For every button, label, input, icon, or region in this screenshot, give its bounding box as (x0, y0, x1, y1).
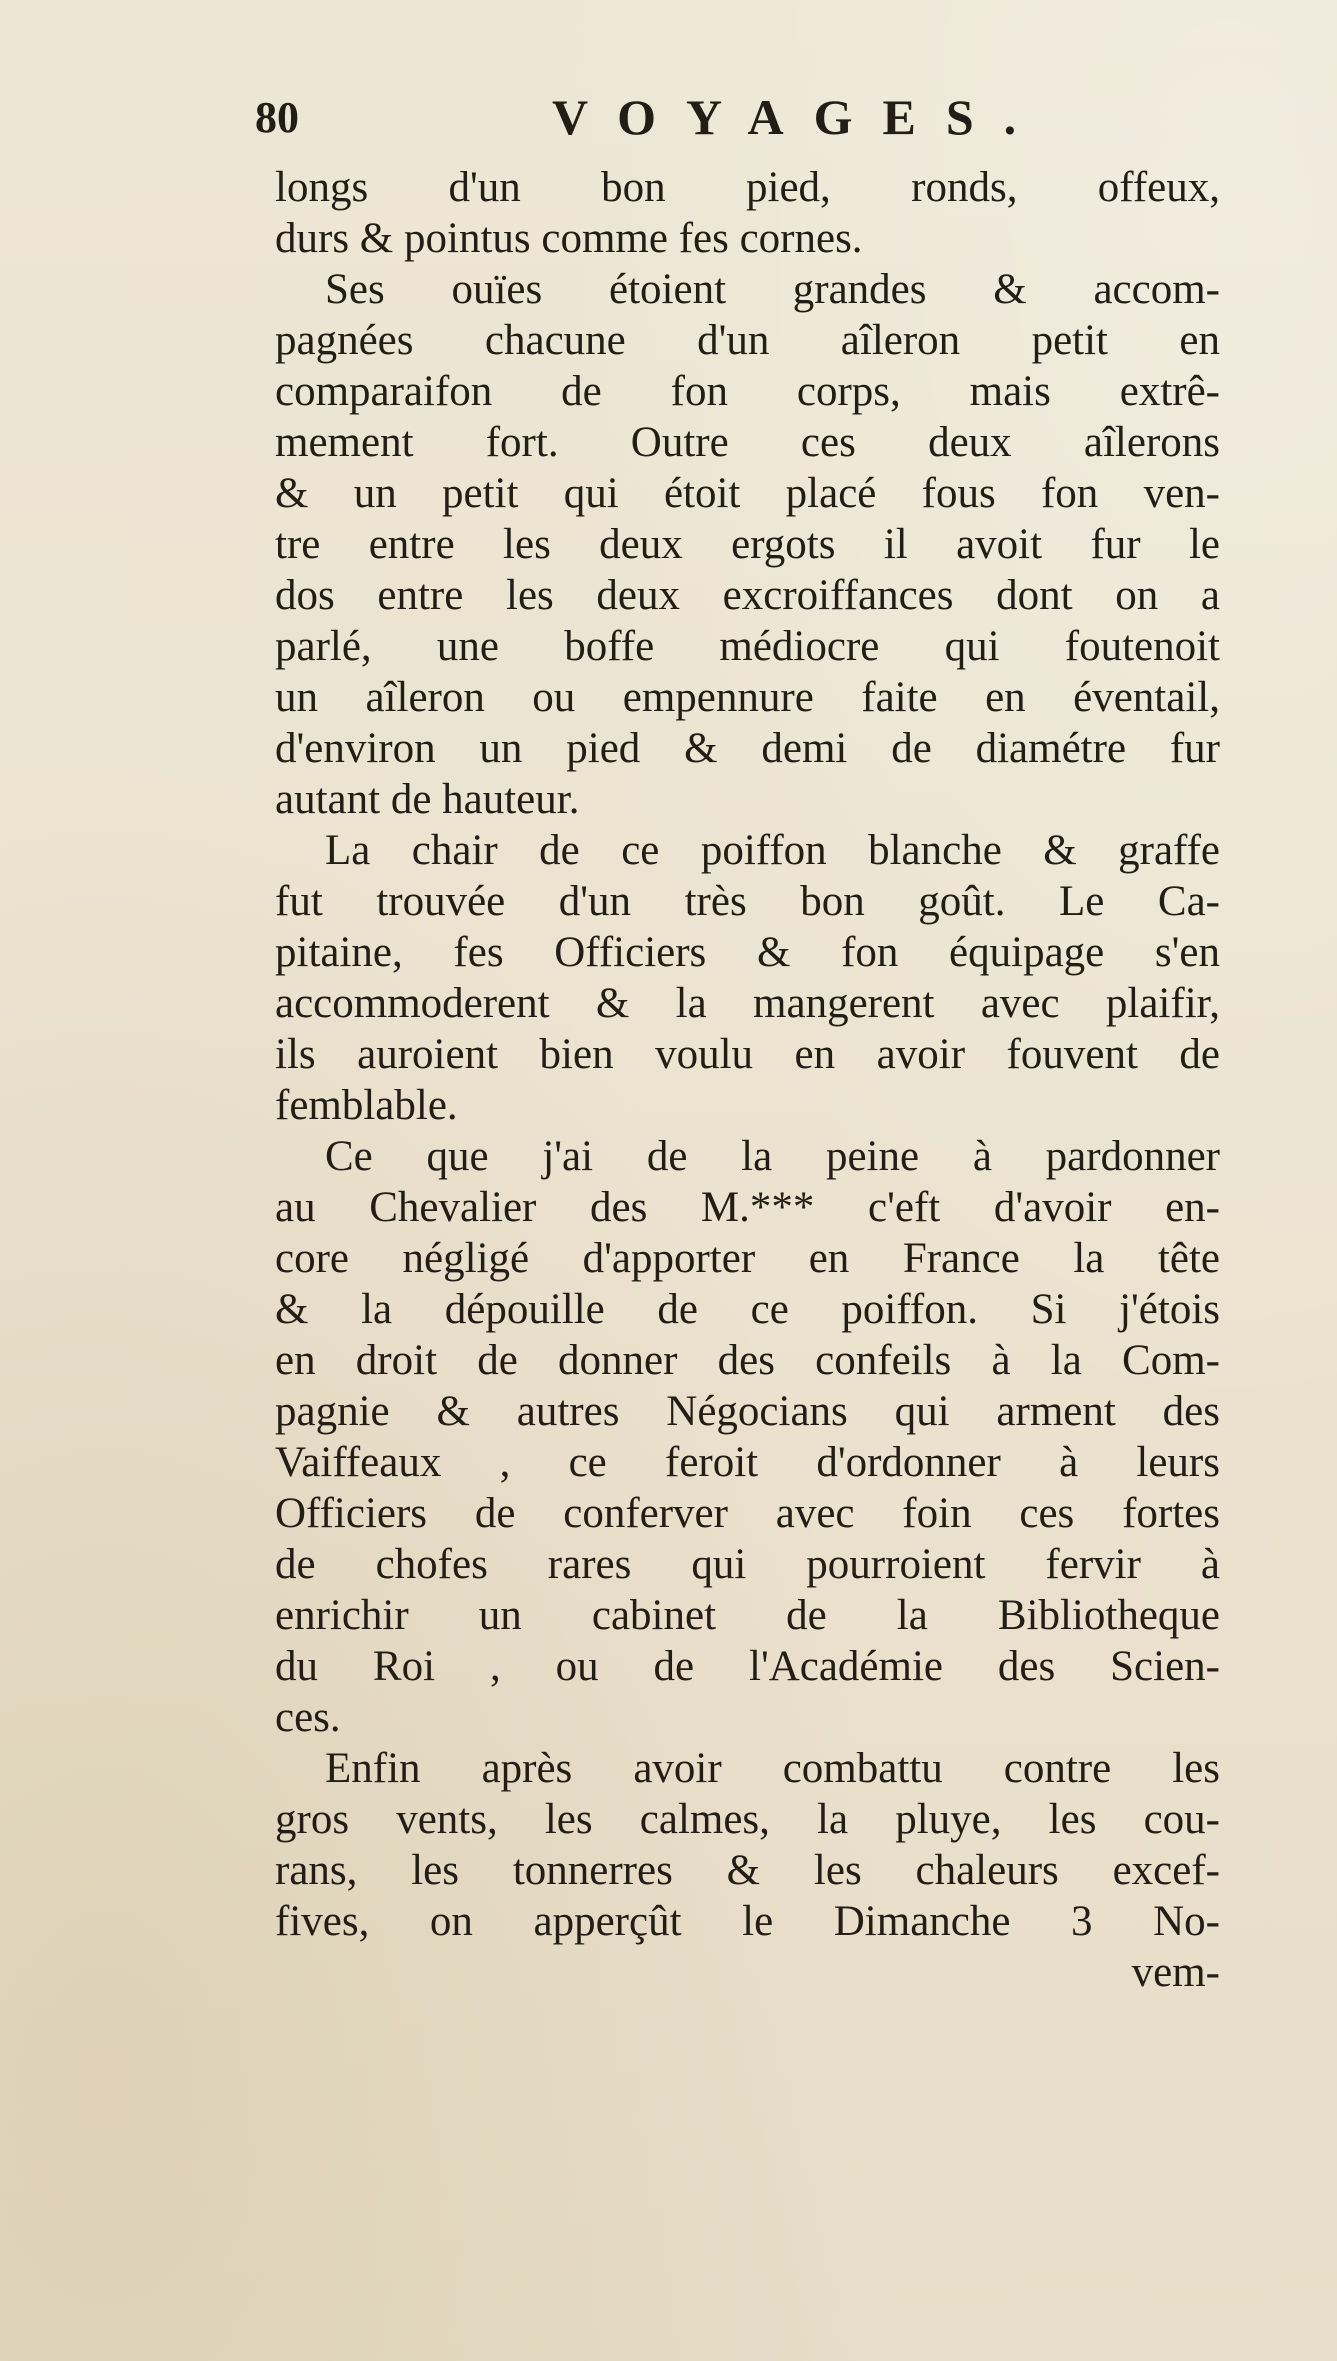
text-line: accommoderent & la mangerent avec plaifir, (275, 980, 1220, 1027)
text-line: autant de hauteur. (275, 776, 580, 823)
text-line: ils auroient bien voulu en avoir fouvent de (275, 1031, 1220, 1078)
text-line: core négligé d'apporter en France la tête (275, 1235, 1220, 1282)
text-line: ces. (275, 1694, 341, 1741)
text-line: fut trouvée d'un très bon goût. Le Ca- (275, 878, 1220, 925)
paragraph-start-line: Ses ouïes étoient grandes & accom- (325, 266, 1220, 313)
text-line: & un petit qui étoit placé fous fon ven- (275, 470, 1220, 517)
text-line: rans, les tonnerres & les chaleurs excef- (275, 1847, 1220, 1894)
text-line: comparaifon de fon corps, mais extrê- (275, 368, 1220, 415)
text-line: de chofes rares qui pourroient fervir à (275, 1541, 1220, 1588)
text-line: d'environ un pied & demi de diamétre fur (275, 725, 1220, 772)
text-line: au Chevalier des M.*** c'eft d'avoir en- (275, 1184, 1220, 1231)
catchword: vem- (1131, 1949, 1220, 1996)
text-line: fives, on apperçût le Dimanche 3 No- (275, 1898, 1220, 1945)
page-header (255, 88, 1055, 158)
text-line: gros vents, les calmes, la pluye, les cou- (275, 1796, 1220, 1843)
text-line: pitaine, fes Officiers & fon équipage s'en (275, 929, 1220, 976)
text-line: pagnées chacune d'un aîleron petit en (275, 317, 1220, 364)
text-line: du Roi , ou de l'Académie des Scien- (275, 1643, 1220, 1690)
text-line: pagnie & autres Négocians qui arment des (275, 1388, 1220, 1435)
text-line: longs d'un bon pied, ronds, offeux, (275, 164, 1220, 211)
text-line: Officiers de conferver avec foin ces fortes (275, 1490, 1220, 1537)
text-line: durs & pointus comme fes cornes. (275, 215, 863, 262)
running-title: VOYAGES. (552, 89, 1047, 145)
text-line: en droit de donner des confeils à la Com- (275, 1337, 1220, 1384)
text-line: & la dépouille de ce poiffon. Si j'étois (275, 1286, 1220, 1333)
body-text (275, 162, 1220, 1998)
paragraph-start-line: La chair de ce poiffon blanche & graffe (325, 827, 1220, 874)
text-line: un aîleron ou empennure faite en éventail, (275, 674, 1220, 721)
paragraph-start-line: Enfin après avoir combattu contre les (325, 1745, 1220, 1792)
text-line: femblable. (275, 1082, 458, 1129)
paragraph-start-line: Ce que j'ai de la peine à pardonner (325, 1133, 1220, 1180)
text-line: Vaiffeaux , ce feroit d'ordonner à leurs (275, 1439, 1220, 1486)
text-line: mement fort. Outre ces deux aîlerons (275, 419, 1220, 466)
text-line: enrichir un cabinet de la Bibliotheque (275, 1592, 1220, 1639)
page-number: 80 (255, 93, 299, 142)
text-line: tre entre les deux ergots il avoit fur le (275, 521, 1220, 568)
text-line: dos entre les deux excroiffances dont on a (275, 572, 1220, 619)
text-line: parlé, une boffe médiocre qui foutenoit (275, 623, 1220, 670)
